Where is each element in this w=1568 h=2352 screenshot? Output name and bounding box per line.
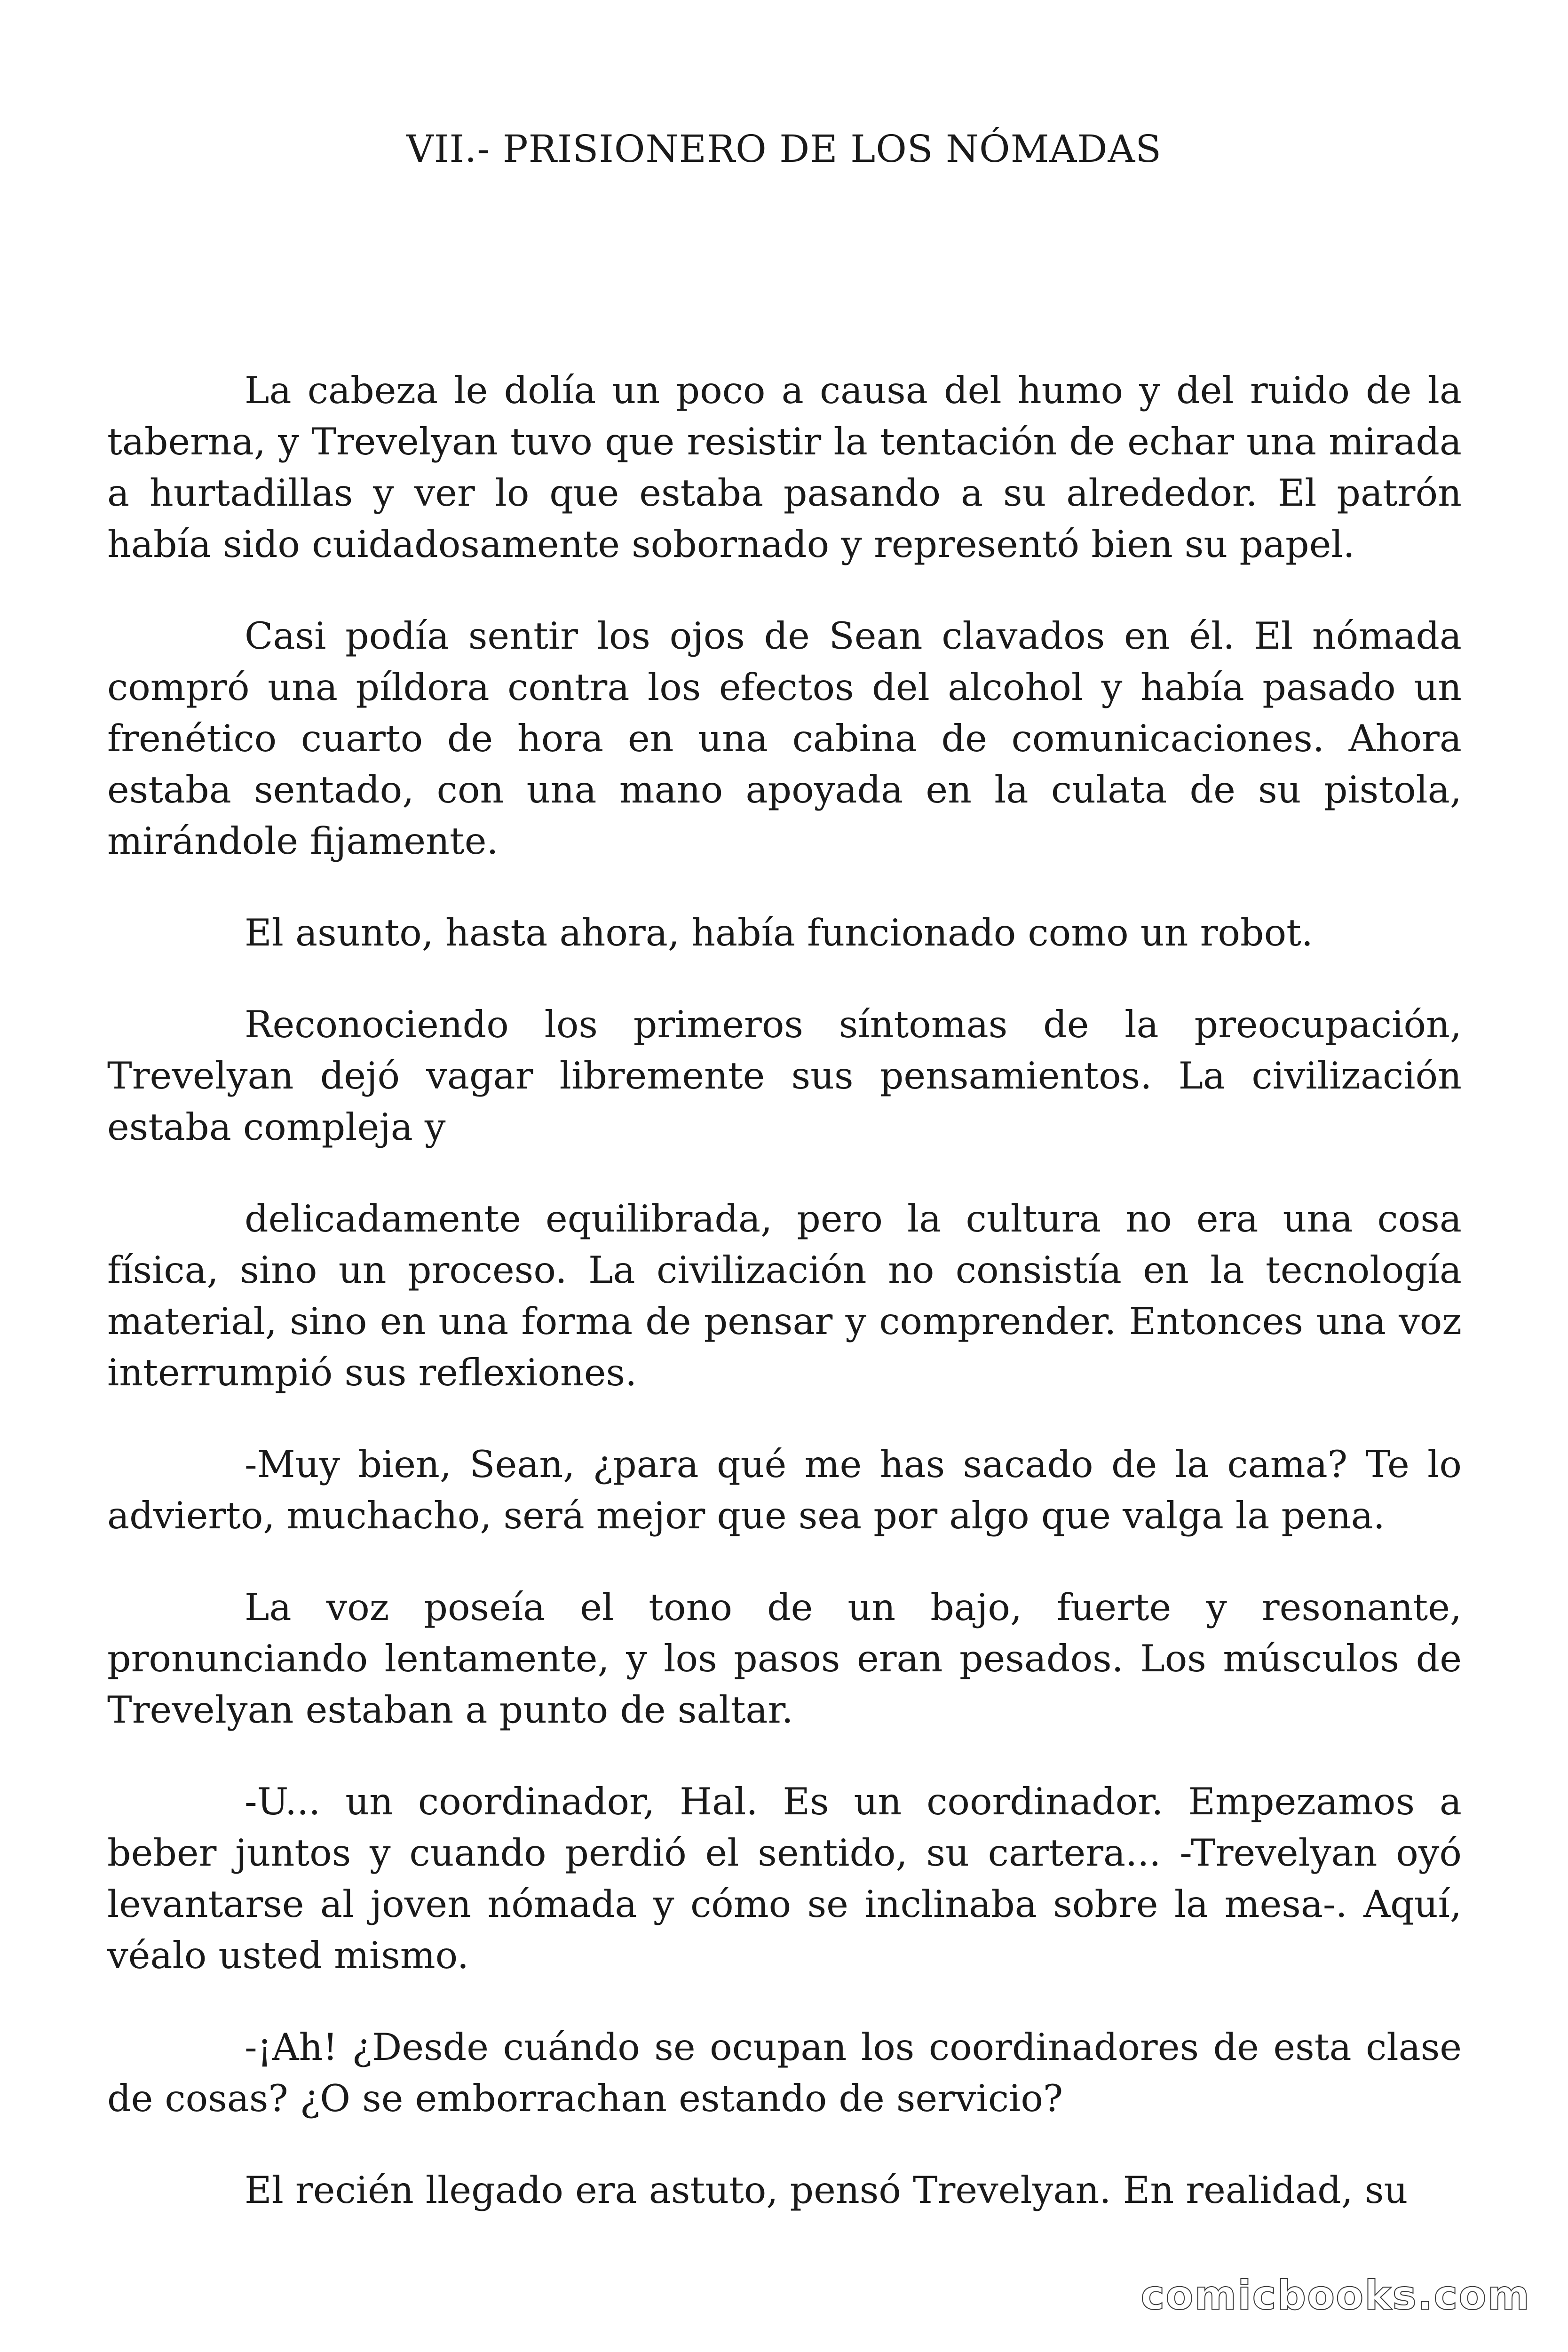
paragraph-6: -Muy bien, Sean, ¿para qué me has sacado de la cama? Te lo advierto, muchacho, será mejor que sea por algo que valga la pena. [107, 1443, 1462, 1537]
body-text [107, 365, 1462, 2216]
paragraph-3: El asunto, hasta ahora, había funcionado como un robot. [245, 911, 1313, 954]
paragraph-2: Casi podía sentir los ojos de Sean clavados en él. El nómada compró una píldora contra los efectos del alcohol y había pasado un frenético cuarto de hora en una cabina de comunicaciones. Ahora estaba sentado, con una mano apoyada en la culata de su pistola, mirándole fijamente. [107, 614, 1462, 863]
chapter-title: VII.- PRISIONERO DE LOS NÓMADAS [406, 127, 1162, 171]
paragraph-8: -U... un coordinador, Hal. Es un coordinador. Empezamos a beber juntos y cuando perdió el sentido, su cartera... -Trevelyan oyó levantarse al joven nómada y cómo se inclinaba sobre la mesa-. Aquí, véalo usted mismo. [107, 1780, 1462, 1977]
paragraph-10-partial: El recién llegado era astuto, pensó Trevelyan. En realidad, su [245, 2169, 1408, 2212]
paragraph-9: -¡Ah! ¿Desde cuándo se ocupan los coordinadores de esta clase de cosas? ¿O se emborrachan estando de servicio? [107, 2026, 1462, 2120]
paragraph-5: delicadamente equilibrada, pero la cultura no era una cosa física, sino un proceso. La civilización no consistía en la tecnología material, sino en una forma de pensar y comprender. Entonces una voz interrumpió sus reflexiones. [107, 1197, 1462, 1394]
watermark: comicbooks.com [1140, 2272, 1530, 2319]
paragraph-4: Reconociendo los primeros síntomas de la preocupación, Trevelyan dejó vagar libremente sus pensamientos. La civilización estaba compleja y [107, 1003, 1462, 1149]
paragraph-7: La voz poseía el tono de un bajo, fuerte y resonante, pronunciando lentamente, y los pasos eran pesados. Los músculos de Trevelyan estaban a punto de saltar. [107, 1586, 1462, 1732]
paragraph-1: La cabeza le dolía un poco a causa del humo y del ruido de la taberna, y Trevelyan tuvo que resistir la tentación de echar una mirada a hurtadillas y ver lo que estaba pasando a su alrededor. El patrón había sido cuidadosamente sobornado y representó bien su papel. [107, 369, 1462, 566]
